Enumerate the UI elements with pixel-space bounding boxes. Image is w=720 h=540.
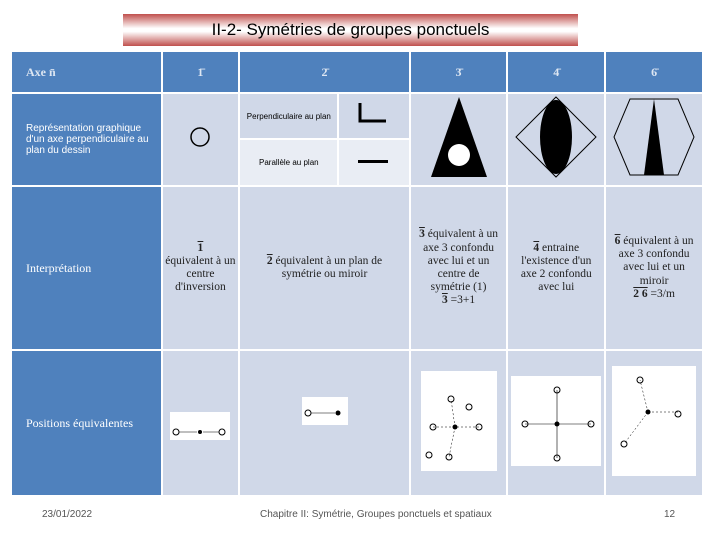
- positions-1-diagram: [170, 412, 230, 440]
- sym: 3: [419, 228, 425, 241]
- symbol-6-cell: [606, 94, 702, 185]
- positions-4-diagram: [511, 376, 601, 466]
- sym: 4: [533, 241, 540, 254]
- positions-2-diagram: [302, 397, 348, 425]
- diamond-ellipse-icon: [514, 95, 598, 179]
- text: équivalent à un axe 3 confondu avec lui et un centre de symétrie (1): [423, 228, 498, 294]
- text: équivalent à un centre d'inversion: [165, 254, 236, 294]
- symmetry-table: [10, 50, 704, 497]
- positions-1: [163, 351, 239, 495]
- parallel-symbol-cell: [339, 140, 408, 185]
- interp-2: [240, 187, 409, 349]
- symbol-3-cell: [411, 94, 507, 185]
- parallel-mirror-icon: [354, 157, 394, 167]
- interp-1: [163, 187, 239, 349]
- perp-symbol-cell: [339, 94, 408, 138]
- text: équivalent à un plan de symétrie ou miroir: [272, 254, 383, 280]
- tail: =3+1: [447, 294, 476, 307]
- tail: =3/m: [647, 287, 675, 300]
- positions-6-diagram: [612, 366, 696, 476]
- triangle-dot-icon: [429, 95, 489, 179]
- header-3: 3̄: [411, 52, 507, 92]
- header-2: 2̄: [240, 52, 409, 92]
- perpendicular-mirror-icon: [354, 99, 394, 129]
- positions-4: [508, 351, 604, 495]
- sym: 6: [614, 234, 621, 247]
- positions-3: [411, 351, 507, 495]
- footer-chapter: Chapitre II: Symétrie, Groupes ponctuels et spatiaux: [260, 509, 492, 520]
- text: équivalent à un axe 3 confondu avec lui et un miroir: [618, 234, 694, 287]
- row-label-representation: Représentation graphique d'un axe perpendiculaire au plan du dessin: [12, 94, 161, 185]
- footer-date: 23/01/2022: [42, 509, 93, 520]
- hexagon-triangle-icon: [612, 95, 696, 179]
- circle-symbol-icon: [188, 125, 212, 149]
- positions-6: [606, 351, 702, 495]
- sym2: 3: [441, 294, 448, 307]
- header-6: 6̄: [606, 52, 702, 92]
- text: entraine l'existence d'un axe 2 confondu avec lui: [520, 241, 592, 294]
- parallel-label: Parallèle au plan: [240, 140, 337, 185]
- header-1: 1̄: [163, 52, 239, 92]
- slide-title: II-2- Symétries de groupes ponctuels: [123, 14, 578, 46]
- header-4: 4̄: [508, 52, 604, 92]
- positions-3-diagram: [421, 371, 497, 471]
- positions-2: [240, 351, 409, 495]
- symbol-4-cell: [508, 94, 604, 185]
- sym: 2: [266, 254, 273, 267]
- sym: 1: [197, 241, 204, 254]
- perp-label: Perpendiculaire au plan: [240, 94, 337, 138]
- sym2: 2 6: [633, 287, 648, 300]
- interp-6: [606, 187, 702, 349]
- interp-4: [508, 187, 604, 349]
- row-label-interpretation: Interprétation: [12, 187, 161, 349]
- row-label-positions: Positions équivalentes: [12, 351, 161, 495]
- interp-3: [411, 187, 507, 349]
- header-axis: Axe n̄: [12, 52, 161, 92]
- symbol-1-cell: [163, 94, 239, 185]
- footer-page-number: 12: [664, 509, 676, 520]
